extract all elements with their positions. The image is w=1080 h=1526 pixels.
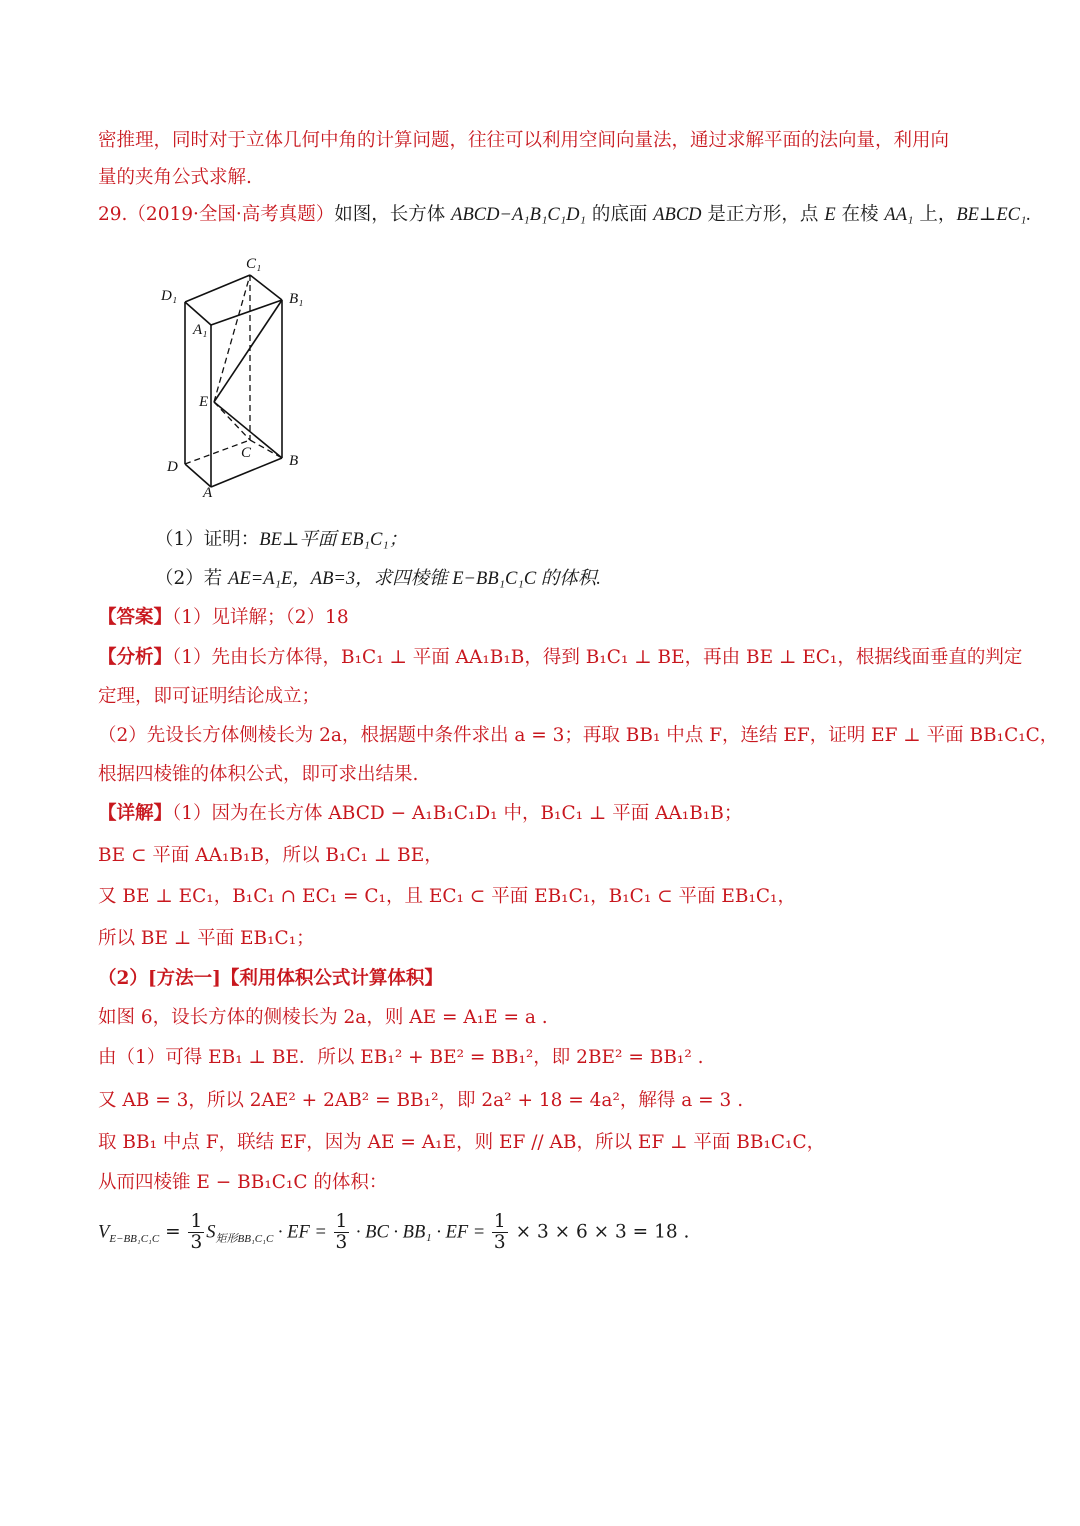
volume-subscript: E−BB₁C₁C: [109, 1233, 160, 1246]
stem-text: 是正方形，点: [701, 204, 825, 225]
detail-line: 又 BE ⊥ EC₁，B₁C₁ ∩ EC₁ = C₁，且 EC₁ ⊂ 平面 EB₁C₁，B₁C₁ ⊂ 平面 EB₁C₁，: [98, 886, 796, 907]
stem-text: 在棱: [835, 204, 885, 225]
label-d1: D₁: [161, 288, 178, 304]
edge-b1a1: [211, 300, 282, 325]
stem-text: 上，: [913, 204, 957, 225]
hidden-edge-cb: [250, 440, 282, 458]
problem-number: 29.: [98, 204, 128, 225]
analysis-line: 根据四棱锥的体积公式，即可求出结果.: [98, 764, 419, 785]
answer-tag: 【答案】: [98, 607, 173, 628]
numerator: 1: [335, 1211, 348, 1232]
label-e: E: [199, 394, 209, 410]
question-body: BE⊥平面 EB₁C₁；: [259, 530, 408, 550]
stem-text: 如图，长方体: [334, 204, 452, 225]
question-prefix: （2）若: [155, 568, 229, 589]
answer-line: [98, 605, 349, 631]
formula-part: · EF =: [273, 1222, 332, 1243]
volume-symbol: V: [98, 1222, 110, 1243]
detail-tag: 【详解】: [98, 803, 173, 824]
edge-da: [185, 464, 211, 487]
fraction-one-third: [492, 1212, 508, 1253]
detail-line: [98, 801, 742, 827]
edge-name: AA₁: [884, 205, 914, 225]
area-subscript: 矩形BB₁C₁C: [215, 1233, 274, 1246]
detail-line: 所以 BE ⊥ 平面 EB₁C₁；: [98, 928, 315, 949]
label-a: A: [203, 485, 213, 500]
analysis-line: 定理，即可证明结论成立；: [98, 686, 321, 707]
detail-line: BE ⊂ 平面 AA₁B₁B，所以 B₁C₁ ⊥ BE，: [98, 845, 443, 866]
stem-text: 的底面: [585, 204, 654, 225]
formula-result: × 3 × 6 × 3 = 18 .: [509, 1221, 690, 1243]
formula-part: · BC · BB₁ · EF =: [351, 1222, 490, 1243]
numerator: 1: [493, 1211, 506, 1232]
label-c1: C₁: [246, 256, 262, 272]
analysis-line: [98, 645, 1022, 671]
text-line: 量的夹角公式求解.: [98, 167, 252, 188]
label-d: D: [167, 459, 178, 475]
condition: BE⊥EC₁.: [956, 205, 1032, 225]
analysis-tag: 【分析】: [98, 647, 173, 668]
fraction-one-third: [334, 1212, 350, 1253]
detail-line: 从而四棱锥 E − BB₁C₁C 的体积：: [98, 1172, 388, 1193]
method-title: （2）[方法一]【利用体积公式计算体积】: [98, 968, 443, 989]
problem-source: （2019·全国·高考真题）: [127, 204, 335, 225]
detail-line: 由（1）可得 EB₁ ⊥ BE．所以 EB₁² + BE² = BB₁²，即 2BE² = BB₁² .: [98, 1047, 704, 1068]
label-b: B: [289, 453, 299, 469]
question-prefix: （1）证明：: [155, 529, 260, 550]
hidden-segment-ec: [214, 402, 250, 440]
area-symbol: S: [206, 1222, 216, 1243]
volume-formula: [98, 1212, 689, 1253]
analysis-text: （1）先由长方体得，B₁C₁ ⊥ 平面 AA₁B₁B，得到 B₁C₁ ⊥ BE，再由 BE ⊥ EC₁，根据线面垂直的判定: [172, 647, 1023, 668]
denominator: 3: [190, 1232, 203, 1253]
problem-stem: [98, 202, 1031, 228]
question-2: [155, 566, 601, 592]
label-b1: B₁: [289, 291, 304, 307]
question-1: [155, 527, 407, 553]
cuboid-figure: [155, 250, 325, 500]
base-name: ABCD: [653, 205, 702, 225]
solid-name: ABCD−A₁B₁C₁D₁: [451, 205, 586, 225]
detail-line: 取 BB₁ 中点 F，联结 EF，因为 AE = A₁E，则 EF // AB，所以 EF ⊥ 平面 BB₁C₁C，: [98, 1132, 826, 1153]
denominator: 3: [335, 1232, 348, 1253]
denominator: 3: [493, 1232, 506, 1253]
edge-d1c1: [185, 275, 250, 302]
text-line: 密推理，同时对于立体几何中角的计算问题，往往可以利用空间向量法，通过求解平面的法向量，利用向: [98, 130, 950, 151]
detail-line: 又 AB = 3，所以 2AE² + 2AB² = BB₁²，即 2a² + 18 = 4a²，解得 a = 3 .: [98, 1090, 744, 1111]
hidden-segment-ec1: [214, 275, 250, 402]
point-e: E: [824, 205, 836, 225]
question-body: AE=A₁E，AB=3，求四棱锥 E−BB₁C₁C 的体积.: [228, 569, 601, 589]
edge-c1b1: [250, 275, 282, 300]
detail-line: 如图 6，设长方体的侧棱长为 2a，则 AE = A₁E = a .: [98, 1007, 548, 1028]
numerator: 1: [190, 1211, 203, 1232]
equals: =: [159, 1221, 187, 1243]
fraction-one-third: [188, 1212, 204, 1253]
detail-text: （1）因为在长方体 ABCD − A₁B₁C₁D₁ 中，B₁C₁ ⊥ 平面 AA₁B₁B；: [172, 803, 743, 824]
label-a1: A₁: [193, 322, 208, 338]
analysis-line: （2）先设长方体侧棱长为 2a，根据题中条件求出 a = 3；再取 BB₁ 中点 F，连结 EF，证明 EF ⊥ 平面 BB₁C₁C，: [98, 725, 1059, 746]
segment-eb1: [214, 300, 282, 402]
edge-ab: [211, 458, 282, 487]
label-c: C: [241, 445, 252, 461]
answer-text: （1）见详解；（2）18: [172, 607, 349, 628]
